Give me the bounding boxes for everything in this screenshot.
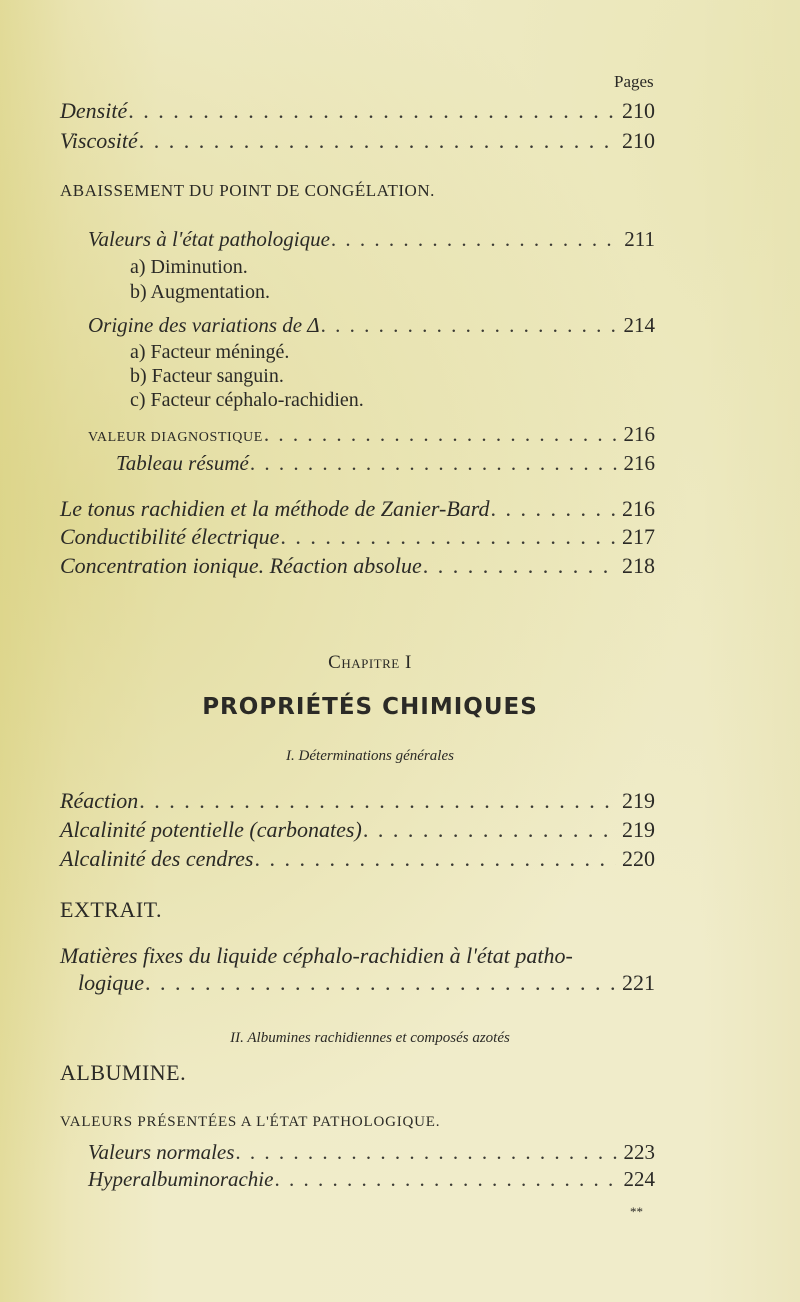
- leader-dots: [321, 313, 618, 338]
- toc-entry-tonus: [60, 496, 655, 522]
- toc-entry-tableau: [116, 451, 655, 476]
- toc-entry-title: Concentration ionique. Réaction absolue: [60, 553, 422, 578]
- leader-dots: [145, 970, 616, 996]
- toc-entry-title: Viscosité: [60, 128, 138, 153]
- toc-entry-title: Conductibilité électrique: [60, 524, 280, 549]
- toc-entry-title: Valeurs normales: [88, 1140, 235, 1164]
- toc-entry-page: 214: [623, 313, 655, 337]
- toc-entry-page: 211: [624, 227, 655, 251]
- toc-entry-title: Hyperalbuminorachie: [88, 1167, 274, 1191]
- toc-entry-hyperalbuminorachie: [88, 1167, 655, 1192]
- toc-entry-title: Densité: [60, 98, 128, 123]
- leader-dots: [250, 451, 618, 476]
- toc-entry-origine: [88, 313, 655, 338]
- heading-valeurs-presentees: VALEURS PRÉSENTÉES A L'ÉTAT PATHOLOGIQUE.: [60, 1114, 441, 1130]
- sub-item-augmentation: b) Augmentation.: [130, 281, 270, 303]
- toc-entry-valeurs-normales: [88, 1140, 655, 1165]
- toc-entry-title: Origine des variations de Δ: [88, 313, 320, 337]
- leader-dots: [423, 553, 616, 579]
- toc-entry-title: Le tonus rachidien et la méthode de Zanier-Bard: [60, 496, 490, 521]
- toc-entry-title: Valeurs à l'état pathologique: [88, 227, 330, 251]
- part2-heading: II. Albumines rachidiennes et composés azotés: [230, 1030, 510, 1046]
- leader-dots: [254, 846, 616, 872]
- part1-heading: I. Déterminations générales: [286, 748, 454, 764]
- toc-entry-page: 219: [622, 817, 655, 842]
- sub-item-facteur-sanguin: b) Facteur sanguin.: [130, 365, 284, 387]
- toc-entry-reaction: [60, 788, 655, 814]
- toc-entry-page: 220: [622, 846, 655, 871]
- toc-entry-title: Alcalinité potentielle (carbonates): [60, 817, 362, 842]
- toc-entry-valeurs-patho: [88, 227, 655, 252]
- toc-entry-page: 210: [622, 128, 655, 153]
- pages-column-label: Pages: [614, 72, 654, 91]
- heading-abaissement: ABAISSEMENT DU POINT DE CONGÉLATION.: [60, 181, 435, 200]
- toc-entry-matieres-line1: Matières fixes du liquide céphalo-rachidien à l'état patho-: [60, 943, 573, 968]
- sub-item-facteur-meninge: a) Facteur méningé.: [130, 341, 290, 363]
- heading-albumine: ALBUMINE.: [60, 1060, 187, 1085]
- toc-entry-page: 219: [622, 788, 655, 813]
- toc-entry-valeur-diagnostique: [88, 422, 655, 447]
- toc-entry-matieres-line2: [78, 970, 655, 996]
- toc-entry-title: Tableau résumé: [116, 451, 249, 475]
- leader-dots: [363, 817, 616, 843]
- toc-entry-alcalinite-cendres: [60, 846, 655, 872]
- toc-entry-title: logique: [78, 970, 144, 995]
- leader-dots: [274, 1167, 617, 1192]
- leader-dots: [264, 422, 618, 447]
- leader-dots: [128, 98, 616, 124]
- leader-dots: [491, 496, 616, 522]
- toc-entry-conductibilite: [60, 524, 655, 550]
- leader-dots: [235, 1140, 617, 1165]
- toc-entry-title: VALEUR DIAGNOSTIQUE: [88, 430, 263, 445]
- toc-entry-concentration: [60, 553, 655, 579]
- chapter-title: PROPRIÉTÉS CHIMIQUES: [202, 694, 538, 720]
- toc-entry-viscosite: [60, 128, 655, 154]
- leader-dots: [280, 524, 616, 550]
- toc-entry-page: 223: [623, 1140, 655, 1164]
- toc-entry-page: 210: [622, 98, 655, 123]
- toc-entry-page: 221: [622, 970, 655, 995]
- signature-mark: **: [630, 1204, 643, 1219]
- toc-entry-page: 217: [622, 524, 655, 549]
- toc-entry-title: Alcalinité des cendres: [60, 846, 254, 871]
- toc-entry-alcalinite-potentielle: [60, 817, 655, 843]
- toc-entry-title: Réaction: [60, 788, 139, 813]
- sub-item-diminution: a) Diminution.: [130, 256, 248, 278]
- leader-dots: [139, 128, 616, 154]
- chapter-label: Chapitre I: [328, 652, 412, 673]
- toc-entry-page: 216: [623, 451, 655, 475]
- leader-dots: [139, 788, 616, 814]
- toc-entry-densite: [60, 98, 655, 124]
- heading-extrait: EXTRAIT.: [60, 897, 162, 922]
- sub-item-facteur-cephalo: c) Facteur céphalo-rachidien.: [130, 389, 364, 411]
- toc-entry-page: 216: [622, 496, 655, 521]
- toc-entry-page: 216: [623, 422, 655, 446]
- toc-entry-page: 218: [622, 553, 655, 578]
- toc-entry-page: 224: [623, 1167, 655, 1191]
- leader-dots: [331, 227, 618, 252]
